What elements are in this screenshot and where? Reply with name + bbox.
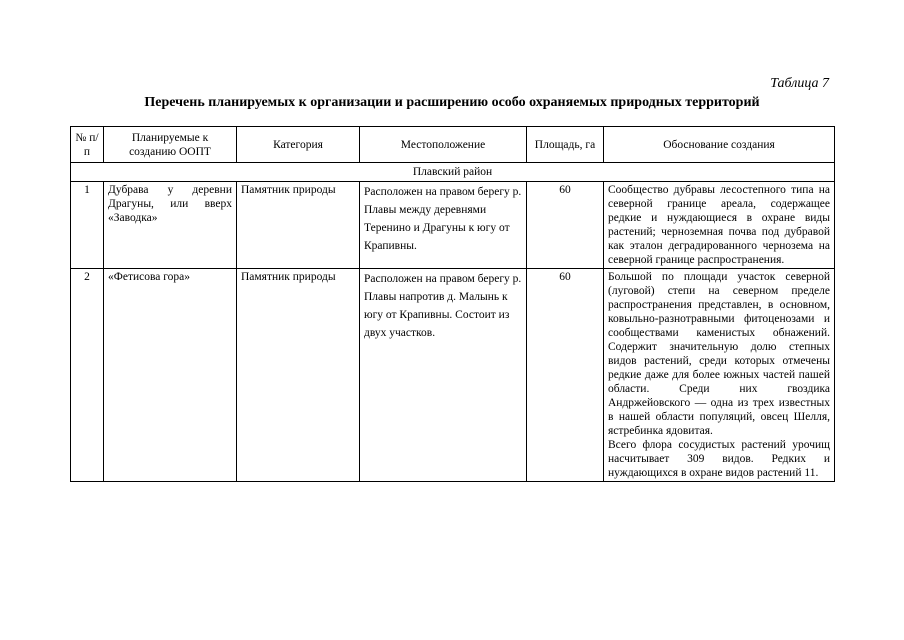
row-justification: Сообщество дубравы лесостепного типа на северной границе ареала, содержащее редкие и нуждающиеся в охране виды растений; черноземная почва под дубравой как эталон деградированного чернозема на северной границе распространения. <box>604 182 835 269</box>
document-title: Перечень планируемых к организации и расширению особо охраняемых природных территорий <box>144 95 760 110</box>
table-header-row <box>71 127 835 163</box>
row-area: 60 <box>527 182 604 269</box>
row-num: 1 <box>71 182 104 269</box>
row-justification-main: Большой по площади участок северной (луговой) степи на северном пределе распространения представлен, в основном, ковыльно-разнотравными фитоценозами и сообществами каменистых обнажений. Содержит значительную долю степных видов растений, среди которых отмечены редкие даже для более южных частей пашей области. Среди них гвоздика Андржейовского — одна из трех известных в нашей области популяций, овсец Шелля, ястребинка ядовитая. <box>608 271 830 437</box>
row-location: Расположен на правом берегу р. Плавы между деревнями Теренино и Драгуны к югу от Крапивны. <box>360 182 527 269</box>
row-name: «Фетисова гора» <box>104 269 237 482</box>
row-num: 2 <box>71 269 104 482</box>
row-location: Расположен на правом берегу р. Плавы напротив д. Малынь к югу от Крапивны. Состоит из двух участков. <box>360 269 527 482</box>
header-area: Площадь, га <box>527 127 604 163</box>
section-row <box>71 163 835 182</box>
table-row <box>71 182 835 269</box>
row-justification-extra: Всего флора сосудистых растений урочищ насчитывает 309 видов. Редких и нуждающихся в охране видов растений 11. <box>608 439 830 479</box>
table-row <box>71 269 835 482</box>
row-category: Памятник природы <box>237 269 360 482</box>
header-location: Местоположение <box>360 127 527 163</box>
row-category: Памятник природы <box>237 182 360 269</box>
row-area: 60 <box>527 269 604 482</box>
header-justification: Обоснование создания <box>604 127 835 163</box>
header-category: Категория <box>237 127 360 163</box>
section-title: Плавский район <box>71 163 835 182</box>
row-name: Дубрава у деревни Драгуны, или вверх «Заводка» <box>104 182 237 269</box>
protected-areas-table <box>70 126 835 482</box>
header-num: № п/п <box>71 127 104 163</box>
row-justification <box>604 269 835 482</box>
header-name: Планируемые к созданию ООПТ <box>104 127 237 163</box>
table-caption: Таблица 7 <box>770 76 829 91</box>
